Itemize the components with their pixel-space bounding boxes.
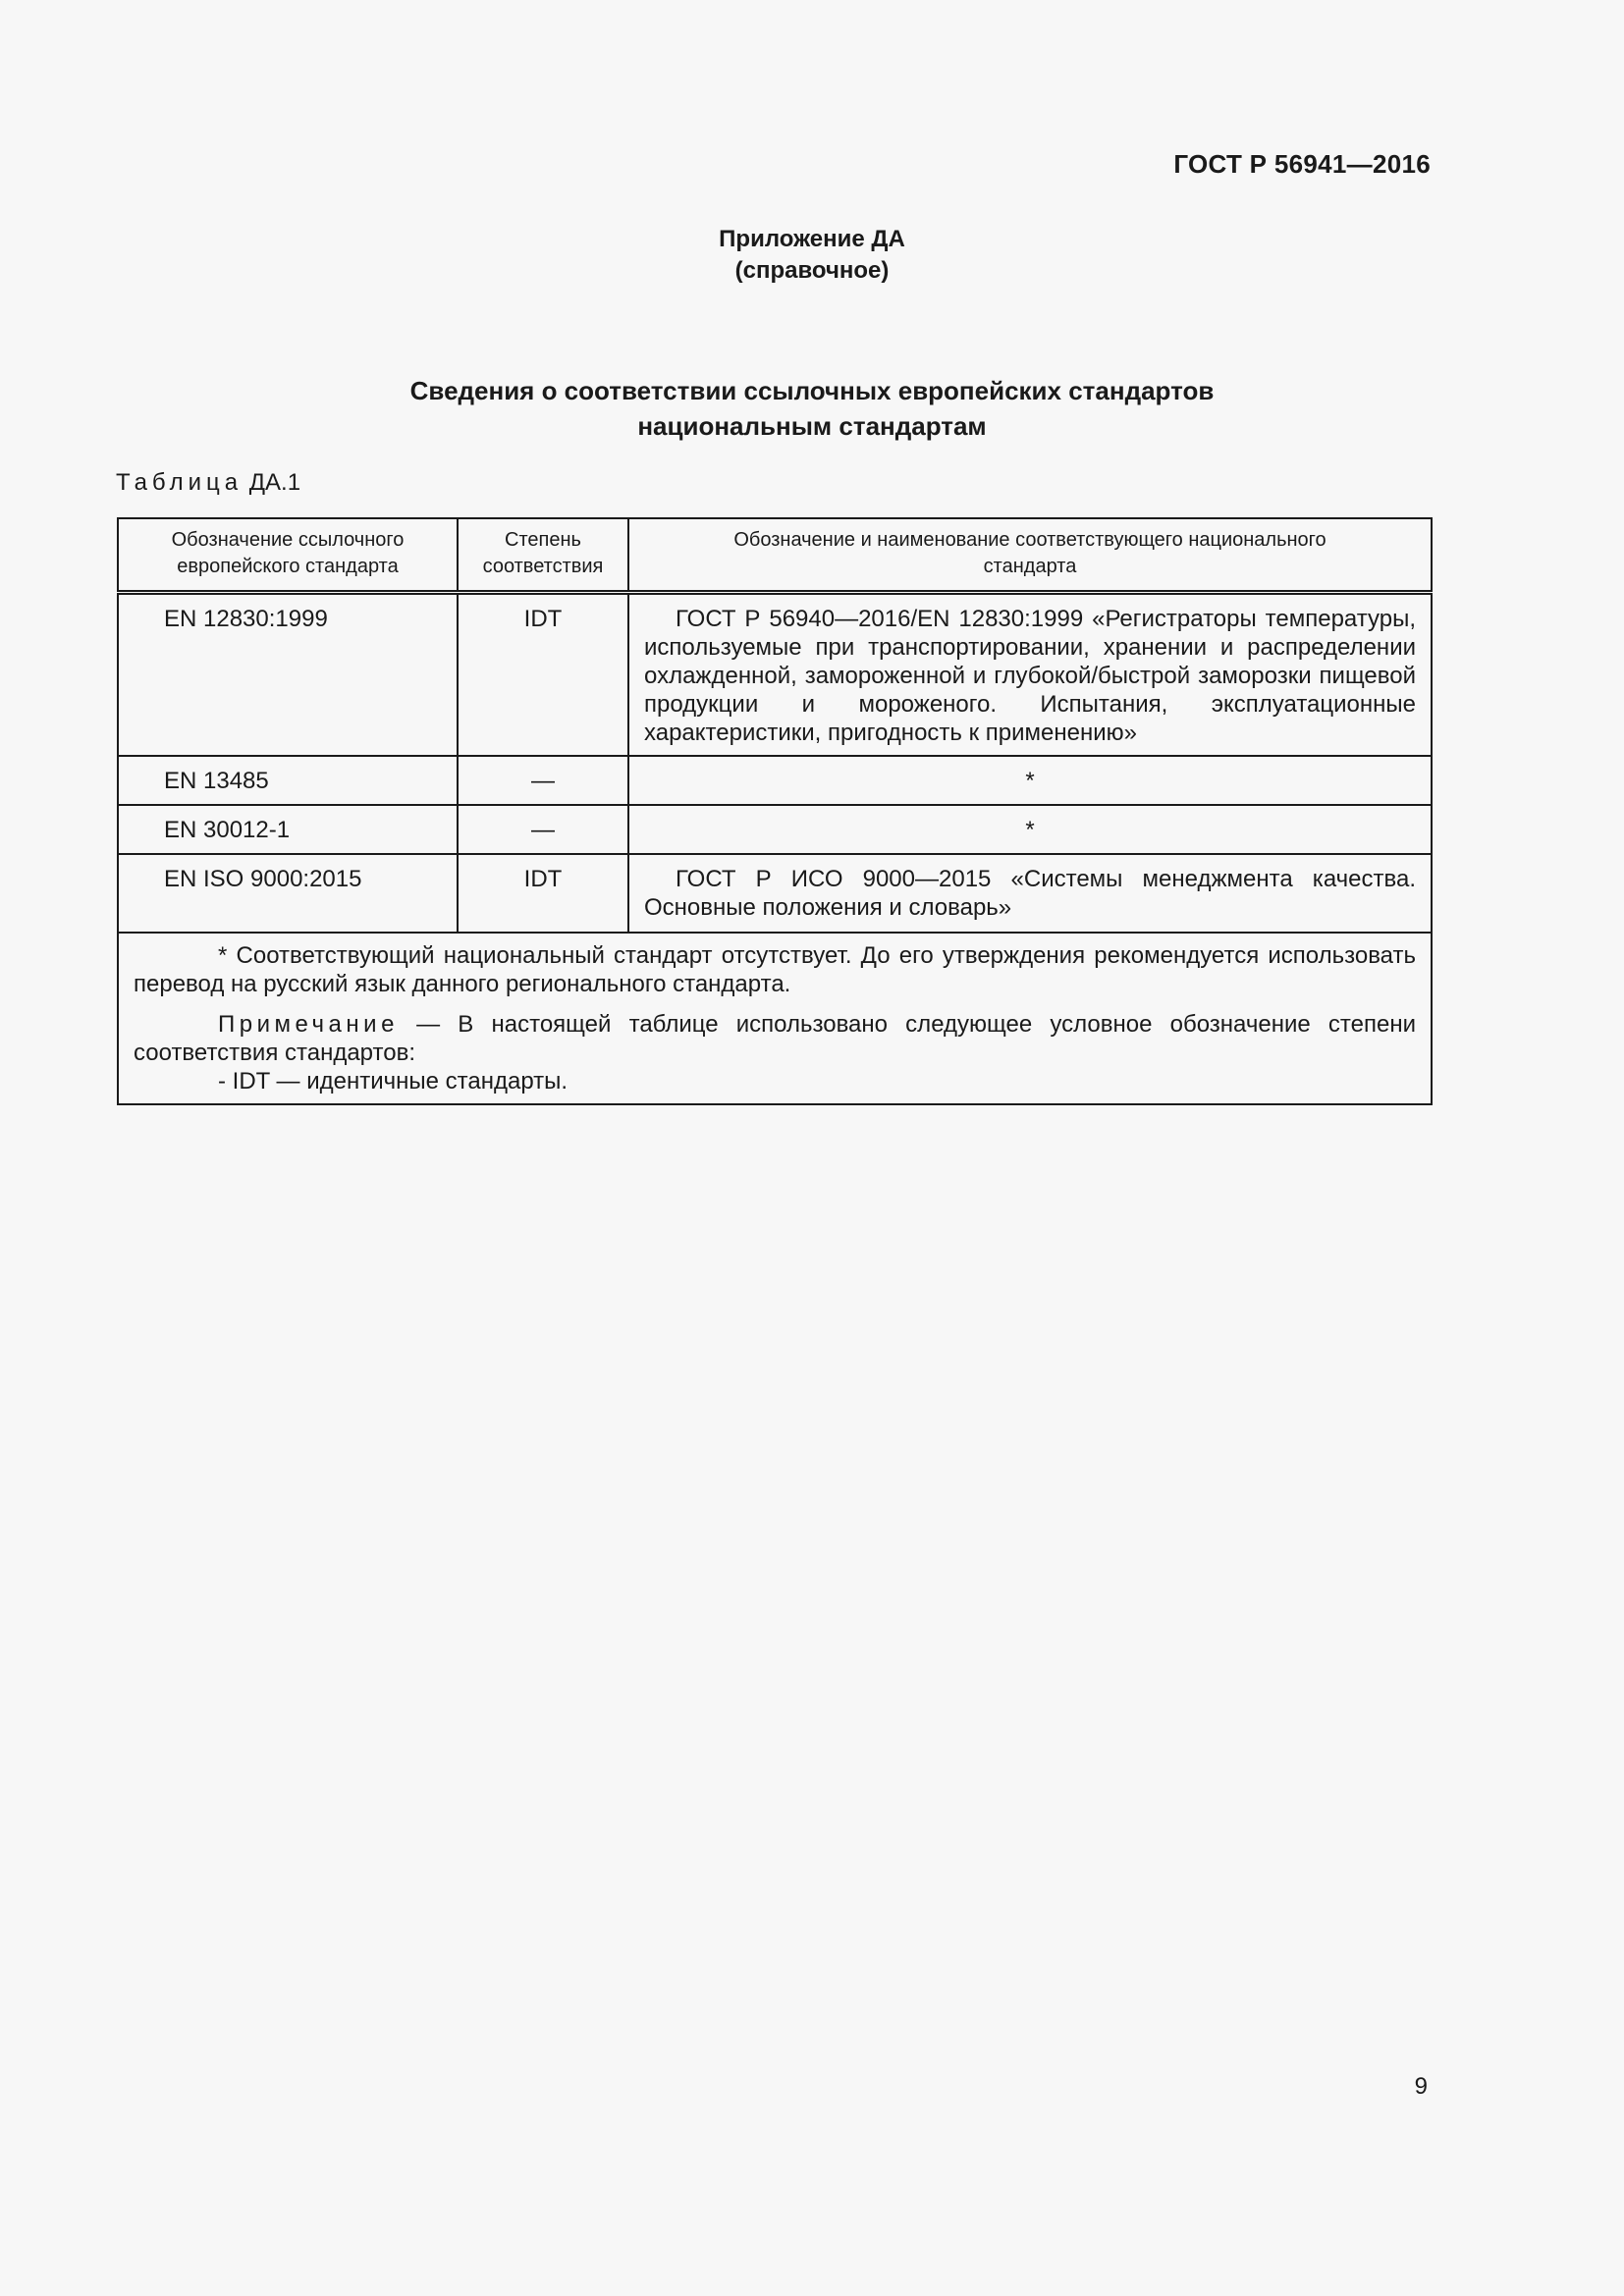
table-header-row	[118, 518, 1432, 593]
table-row	[118, 805, 1432, 854]
cell-degree: —	[458, 756, 628, 805]
cell-degree: IDT	[458, 854, 628, 933]
note-label: Примечание	[218, 1011, 399, 1038]
table-label-number: ДА.1	[248, 469, 301, 496]
page-number: 9	[1414, 2073, 1428, 2100]
table-row	[118, 593, 1432, 757]
table-row	[118, 854, 1432, 933]
appendix-subtitle: (справочное)	[734, 257, 890, 284]
table-label-word: Таблица	[116, 469, 244, 496]
appendix-heading	[0, 224, 1624, 287]
table-notes-row	[118, 933, 1432, 1104]
header-degree-of-correspondence: Степень соответствия	[458, 518, 628, 593]
table-footnote: * Соответствующий национальный стандарт отсутствует. До его утверждения рекомендуется использовать перевод на русский язык данного регионального стандарта.	[134, 942, 1416, 997]
cell-degree: —	[458, 805, 628, 854]
cell-standard: EN 13485	[118, 756, 458, 805]
cell-national: ГОСТ Р ИСО 9000—2015 «Системы менеджмента качества. Основные положения и словарь»	[628, 854, 1432, 933]
table-note	[134, 1010, 1416, 1067]
note-list-item: - IDT — идентичные стандарты.	[218, 1068, 568, 1095]
cell-standard: EN 30012-1	[118, 805, 458, 854]
table-notes	[118, 933, 1432, 1104]
document-code: ГОСТ Р 56941—2016	[1173, 149, 1431, 179]
appendix-title: Приложение ДА	[719, 226, 905, 252]
cell-degree: IDT	[458, 593, 628, 757]
section-title-line-2: национальным стандартам	[637, 411, 987, 441]
table-label	[116, 469, 300, 497]
section-title-line-1: Сведения о соответствии ссылочных европейских стандартов	[409, 376, 1215, 405]
cell-standard: EN ISO 9000:2015	[118, 854, 458, 933]
cell-national: ГОСТ Р 56940—2016/EN 12830:1999 «Регистраторы температуры, используемые при транспортировании, хранении и распределении охлажденной, замороженной и глубокой/быстрой заморозки пищевой продукции и мороженого. Испытания, эксплуатационные характеристики, пригодность к применению»	[628, 593, 1432, 757]
cell-national: *	[628, 805, 1432, 854]
header-standard-designation: Обозначение ссылочного европейского стандарта	[118, 518, 458, 593]
section-title	[0, 373, 1624, 444]
cell-standard: EN 12830:1999	[118, 593, 458, 757]
header-national-standard: Обозначение и наименование соответствующего национального стандарта	[628, 518, 1432, 593]
correspondence-table	[117, 517, 1433, 1105]
cell-national: *	[628, 756, 1432, 805]
note-text: — В настоящей таблице использовано следующее условное обозначение степени соответствия стандартов:	[134, 1011, 1416, 1066]
table-row	[118, 756, 1432, 805]
